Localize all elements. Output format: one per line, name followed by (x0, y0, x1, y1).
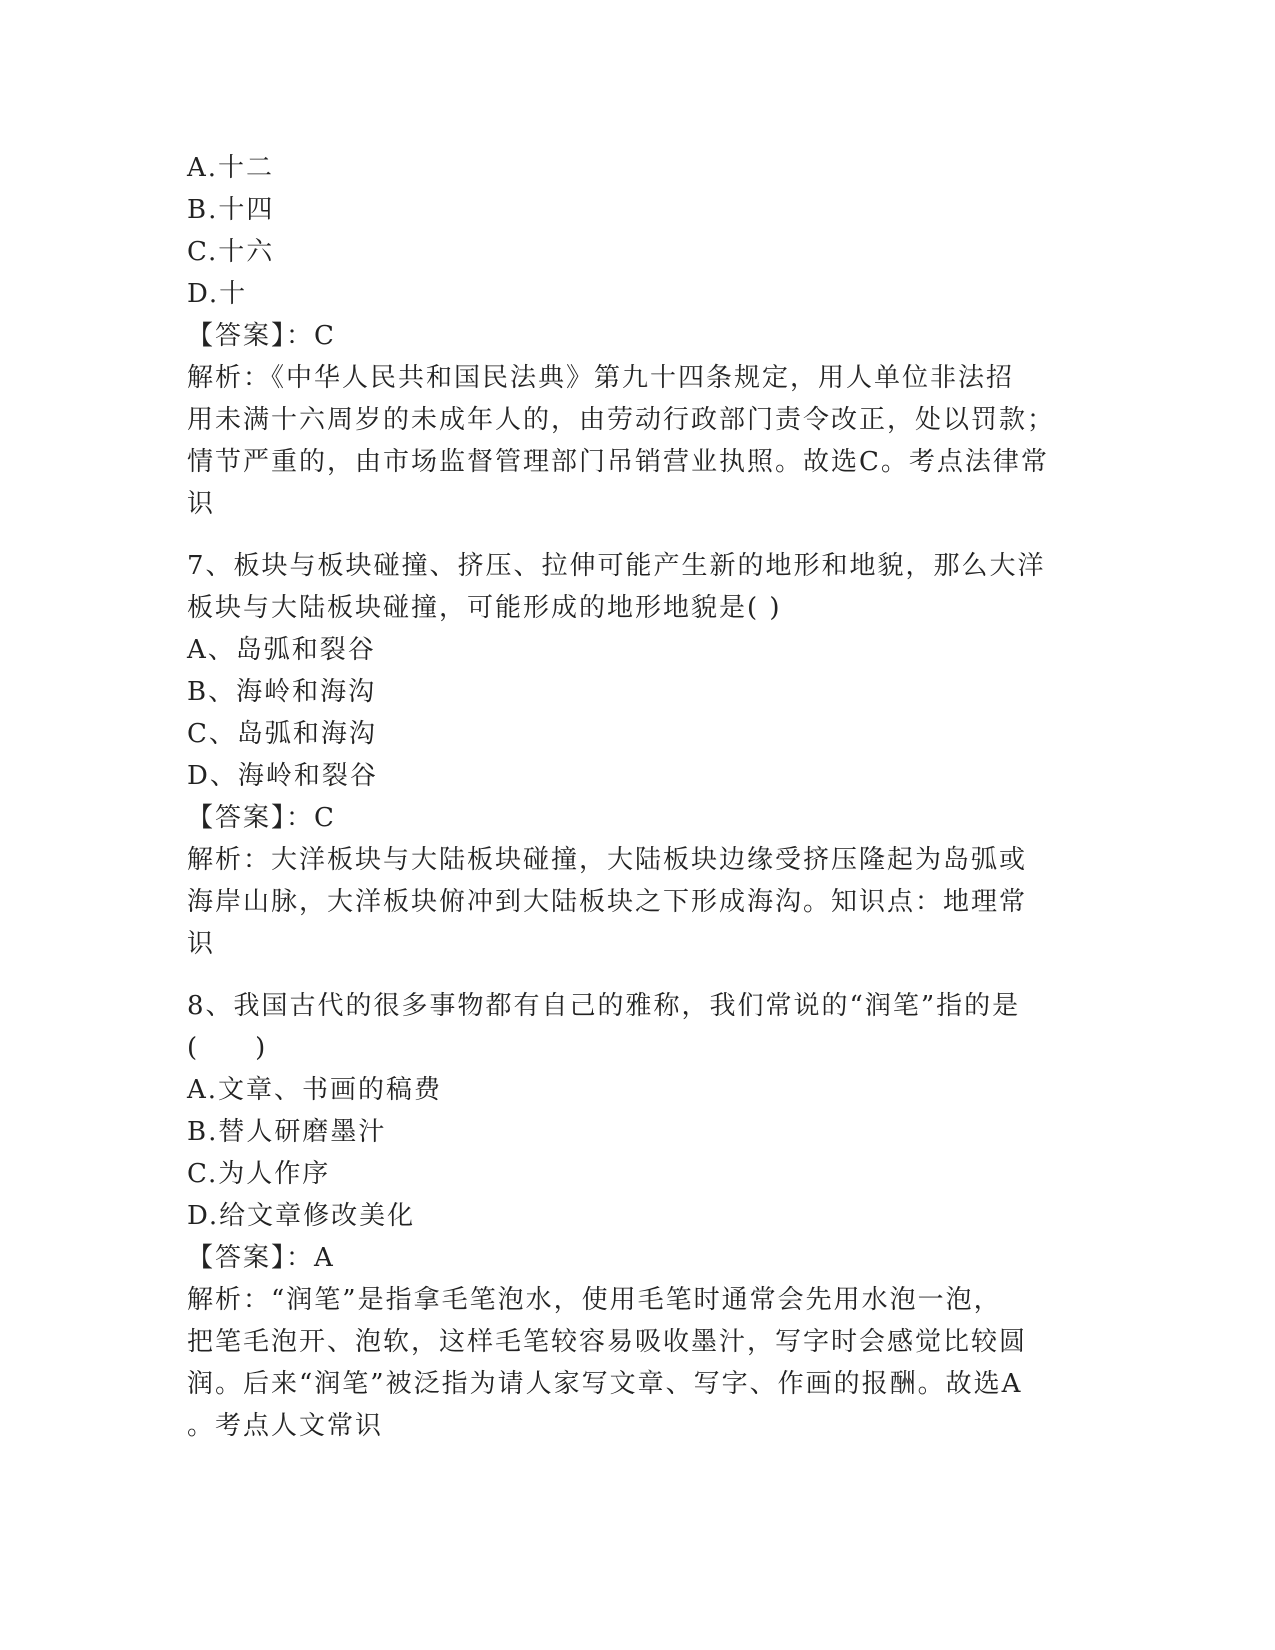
spacer (187, 525, 1087, 545)
answer-line: 【答案】：C (187, 321, 336, 351)
analysis-line: 。考点人文常识 (187, 1411, 384, 1441)
option-a: A、岛弧和裂谷 (187, 635, 376, 665)
option-b: B.替人研磨墨汁 (187, 1117, 387, 1147)
analysis-line: 识 (187, 929, 216, 959)
option-d: D.给文章修改美化 (187, 1201, 416, 1231)
question-text: 7、板块与板块碰撞、挤压、拉伸可能产生新的地形和地貌，那么大洋 (187, 551, 1046, 581)
option-a: A.文章、书画的稿费 (187, 1075, 443, 1105)
analysis-line: 润。后来“润笔”被泛指为请人家写文章、写字、作画的报酬。故选A (187, 1369, 1023, 1399)
option-d: D、海岭和裂谷 (187, 761, 378, 791)
analysis-line: 把笔毛泡开、泡软，这样毛笔较容易吸收墨汁，写字时会感觉比较圆 (187, 1327, 1028, 1357)
spacer (187, 965, 1087, 985)
analysis-line: 解析：“润笔”是指拿毛笔泡水，使用毛笔时通常会先用水泡一泡， (187, 1285, 1002, 1315)
option-c: C、岛弧和海沟 (187, 719, 377, 749)
question-7-block (187, 545, 1087, 965)
question-8-block (187, 985, 1087, 1447)
question-6-block (187, 147, 1087, 525)
analysis-line: 海岸山脉，大洋板块俯冲到大陆板块之下形成海沟。知识点：地理常 (187, 887, 1028, 917)
analysis-line: 情节严重的，由市场监督管理部门吊销营业执照。故选C。考点法律常 (187, 447, 1049, 477)
option-b: B.十四 (187, 195, 275, 225)
analysis-line: 解析：大洋板块与大陆板块碰撞，大陆板块边缘受挤压隆起为岛弧或 (187, 845, 1028, 875)
option-d: D.十 (187, 279, 248, 309)
question-text: ( ) (187, 1033, 268, 1063)
question-text: 8、我国古代的很多事物都有自己的雅称，我们常说的“润笔”指的是 (187, 991, 1021, 1021)
analysis-line: 解析：《中华人民共和国民法典》第九十四条规定，用人单位非法招 (187, 363, 1015, 393)
analysis-line: 用未满十六周岁的未成年人的，由劳动行政部门责令改正，处以罚款； (187, 405, 1056, 435)
answer-line: 【答案】：C (187, 803, 336, 833)
option-c: C.十六 (187, 237, 275, 267)
analysis-line: 识 (187, 489, 216, 519)
option-b: B、海岭和海沟 (187, 677, 377, 707)
option-a: A.十二 (187, 153, 275, 183)
option-c: C.为人作序 (187, 1159, 331, 1189)
answer-line: 【答案】：A (187, 1243, 335, 1273)
document-page (187, 147, 1087, 1447)
question-text: 板块与大陆板块碰撞，可能形成的地形地貌是( ) (187, 593, 782, 623)
